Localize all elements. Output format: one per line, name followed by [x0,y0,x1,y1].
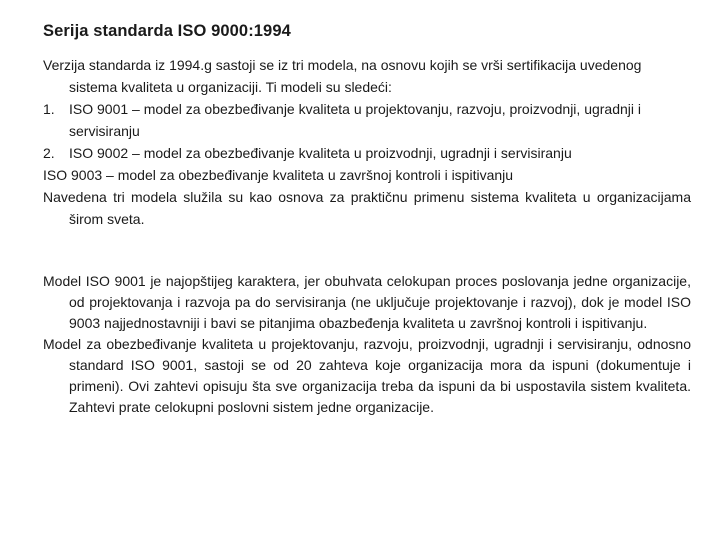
model-text: ISO 9003 – model za obezbeđivanje kvaliteta u završnoj kontroli i ispitivanju [43,167,514,183]
paragraph-iso9001-requirements: Model za obezbeđivanje kvaliteta u projektovanju, razvoju, proizvodnji, ugradnji i servisiranju, odnosno standard ISO 9001, sastoji se od 20 zahteva koje organizacija mora da ispuni (dokumentuje i primeni). Ovi zahtevi opisuju šta sve organizacija treba da ispuni da bi uspostavila sistem kvaliteta. Zahtevi prate celokupni poslovni sistem jedne organizacije. [43,336,691,415]
list-number: 1. [43,101,55,117]
list-number: 2. [43,145,55,161]
content-block-details [43,271,691,418]
model-item-9001 [43,98,691,142]
content-block-models [43,54,691,230]
model-text: ISO 9001 – model za obezbeđivanje kvaliteta u projektovanju, razvoju, proizvodnji, ugradnji i servisiranju [69,101,642,139]
intro-paragraph: Verzija standarda iz 1994.g sastoji se iz tri modela, na osnovu kojih se vrši sertifikacija uvedenog sistema kvaliteta u organizaciji. Ti modeli su sledeći: [43,57,642,95]
slide-title: Serija standarda ISO 9000:1994 [43,22,291,40]
model-text: ISO 9002 – model za obezbeđivanje kvaliteta u proizvodnji, ugradnji i servisiranju [69,145,572,161]
summary-paragraph: Navedena tri modela služila su kao osnova za praktičnu primenu sistema kvaliteta u organizacijama širom sveta. [43,189,691,227]
model-item-9002 [43,142,691,164]
paragraph-iso9001-scope: Model ISO 9001 je najopštijeg karaktera, jer obuhvata celokupan proces poslovanja jedne organizacije, od projektovanja i razvoja pa do servisiranja (ne uključuje projektovanje i razvoj), dok je model ISO 9003 najjednostavniji i bavi se pitanjima obazbeđenja kvaliteta u završnoj kontroli i ispitivanju. [43,273,691,331]
model-item-9003 [43,164,691,186]
